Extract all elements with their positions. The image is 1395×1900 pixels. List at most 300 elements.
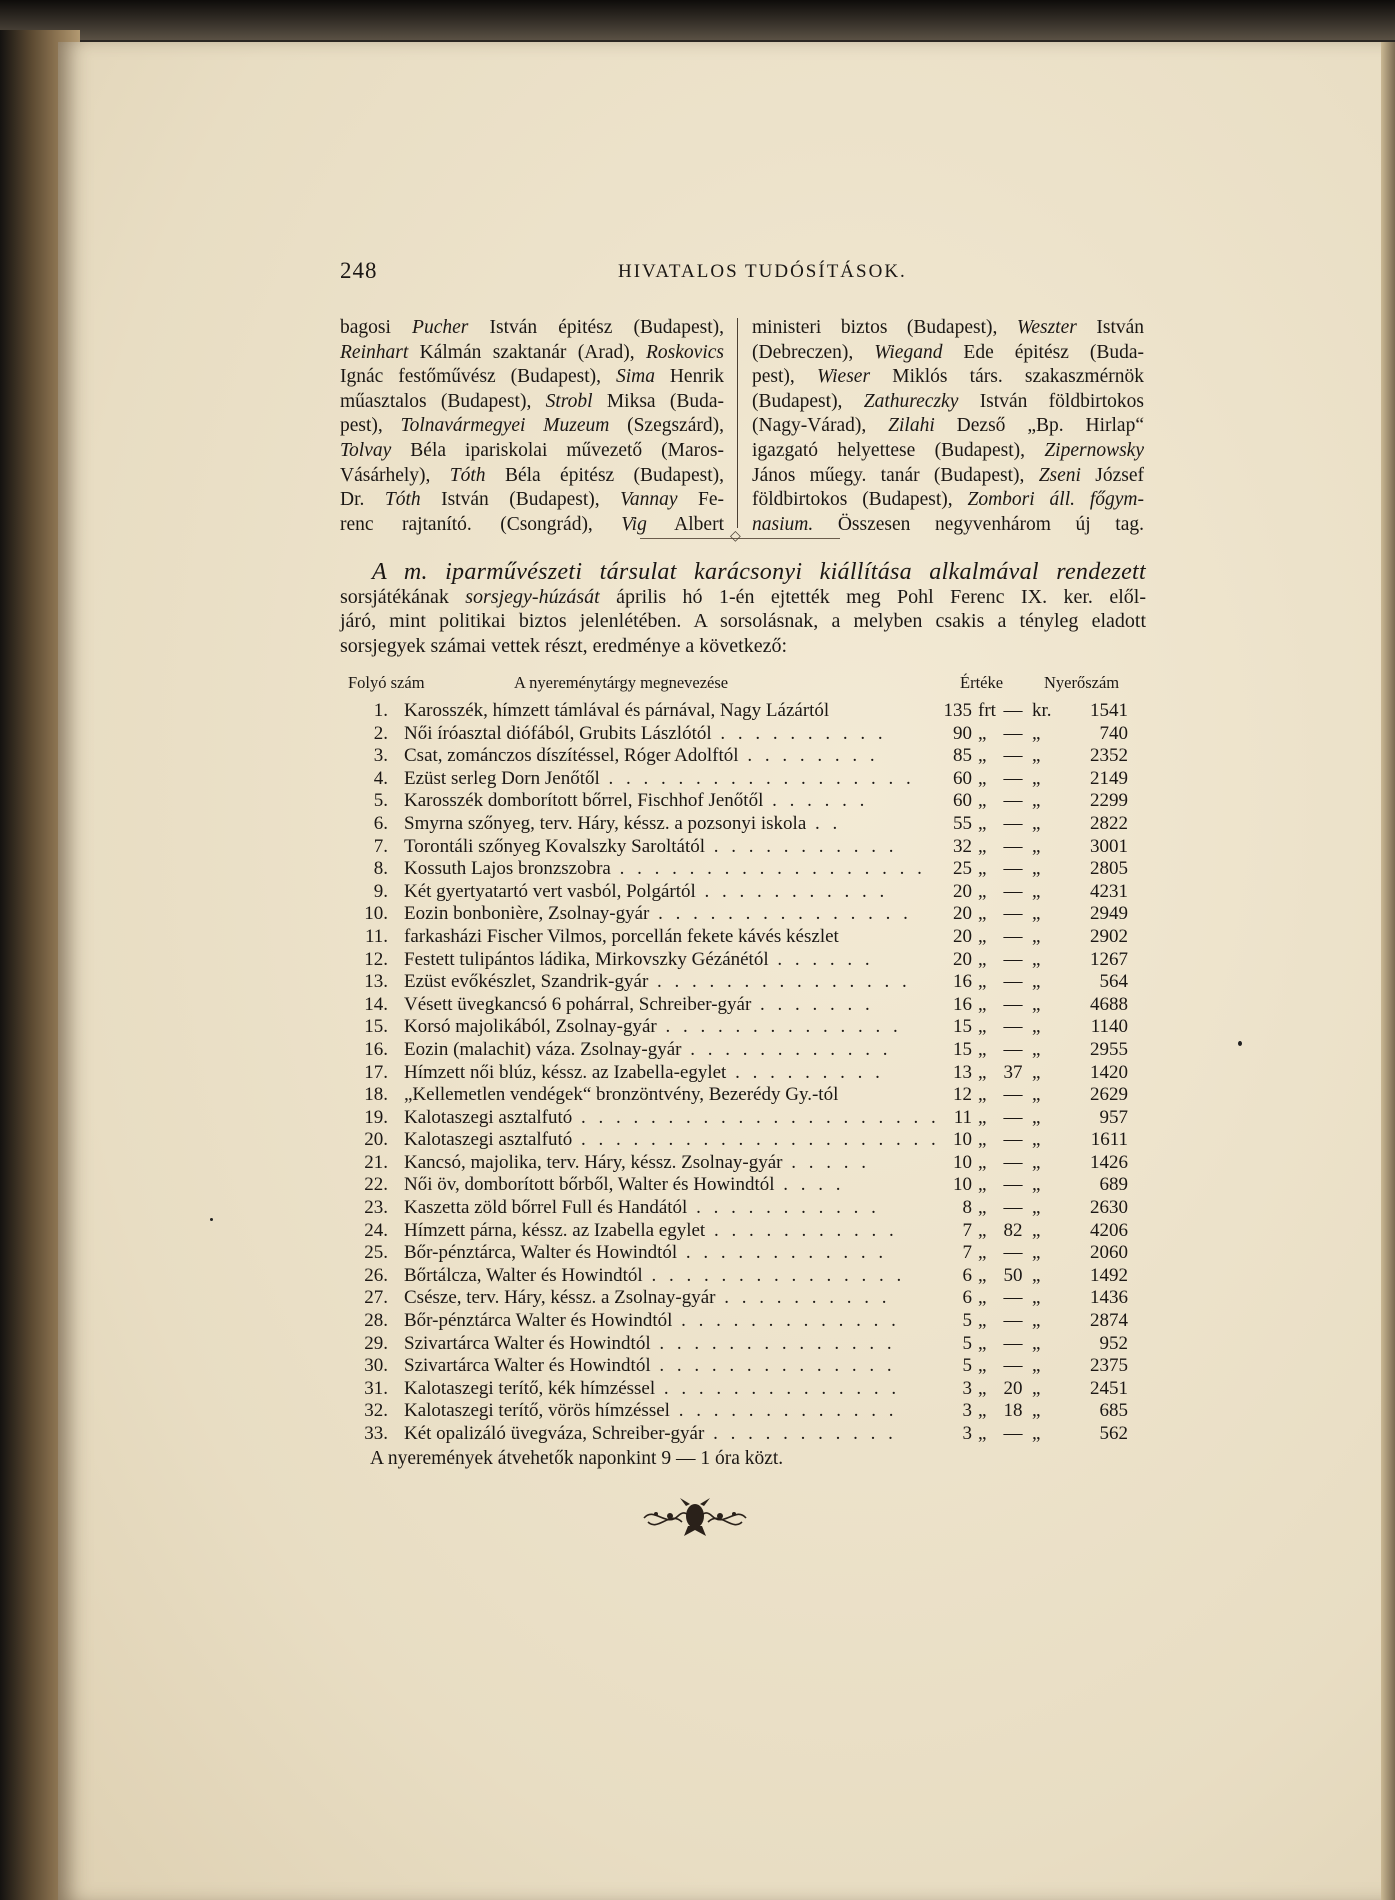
prize-value-unit: „ bbox=[978, 1287, 987, 1309]
prize-description: Vésett üvegkancsó 6 pohárral, Schreiber-gyár . . . . . . . bbox=[404, 993, 874, 1015]
prize-value-forint: 85 bbox=[953, 745, 972, 767]
prize-row bbox=[340, 1423, 1150, 1446]
prize-kreuzer-unit: „ bbox=[1032, 722, 1041, 744]
prize-kreuzer-unit: „ bbox=[1032, 1310, 1041, 1332]
prize-value-forint: 7 bbox=[962, 1242, 972, 1264]
prize-winning-number: 740 bbox=[1099, 722, 1128, 744]
prize-value-kreuzer: — bbox=[1003, 1038, 1023, 1060]
prize-kreuzer-unit: „ bbox=[1032, 1242, 1041, 1264]
prize-row bbox=[340, 881, 1150, 904]
scan-top-edge bbox=[0, 0, 1395, 40]
prize-value-unit: „ bbox=[978, 835, 987, 857]
prize-value-kreuzer: — bbox=[1003, 1423, 1023, 1444]
prize-row bbox=[340, 1287, 1150, 1310]
prize-row bbox=[340, 1310, 1150, 1333]
prize-kreuzer-unit: „ bbox=[1032, 1151, 1041, 1173]
prize-serial-number: 7. bbox=[373, 835, 388, 857]
prize-kreuzer-unit: „ bbox=[1032, 1129, 1041, 1151]
prize-winning-number: 4231 bbox=[1090, 880, 1128, 902]
member-line: (Nagy-Várad), Zilahi Dezső „Bp. Hirlap“ bbox=[752, 415, 1144, 437]
member-line: Reinhart Kálmán szaktanár (Arad), Roskovics bbox=[340, 341, 724, 363]
prize-value-unit: „ bbox=[978, 722, 987, 744]
member-line: ministeri biztos (Budapest), Weszter István bbox=[752, 317, 1145, 338]
prize-kreuzer-unit: „ bbox=[1032, 1377, 1041, 1399]
prize-description: Kaszetta zöld bőrrel Full és Handától . . . . . . . . . . . bbox=[404, 1197, 880, 1219]
prize-kreuzer-unit: „ bbox=[1032, 858, 1041, 880]
prize-serial-number: 12. bbox=[364, 948, 388, 970]
prize-kreuzer-unit: „ bbox=[1032, 880, 1041, 902]
prize-value-kreuzer: — bbox=[1003, 903, 1023, 925]
leader-dots: . . . . . . . . . . . . bbox=[681, 1038, 892, 1060]
prize-value-unit: „ bbox=[978, 1423, 987, 1444]
prize-value-kreuzer: — bbox=[1003, 1332, 1023, 1354]
prize-value-unit: „ bbox=[978, 1106, 987, 1128]
prize-value-forint: 60 bbox=[953, 790, 972, 812]
prize-serial-number: 29. bbox=[364, 1332, 388, 1354]
prize-value-kreuzer: — bbox=[1003, 812, 1023, 834]
member-line: Dr. Tóth István (Budapest), Vannay Fe- bbox=[340, 489, 725, 511]
prize-serial-number: 15. bbox=[364, 1016, 388, 1038]
prize-description: farkasházi Fischer Vilmos, porcellán fekete kávés készlet bbox=[404, 925, 839, 947]
prize-description: Kancsó, majolika, terv. Háry, késsz. Zsolnay-gyár . . . . . bbox=[404, 1151, 870, 1173]
prize-winning-number: 957 bbox=[1099, 1106, 1128, 1128]
prize-row bbox=[340, 1242, 1150, 1265]
header-winning-number: Nyerőszám bbox=[1044, 673, 1120, 692]
prize-serial-number: 30. bbox=[364, 1355, 388, 1377]
prize-serial-number: 2. bbox=[373, 722, 388, 744]
prize-value-forint: 25 bbox=[953, 858, 972, 880]
prize-kreuzer-unit: „ bbox=[1032, 993, 1041, 1015]
member-line: pest), Tolnavármegyei Muzeum (Szegszárd), bbox=[340, 415, 724, 437]
prize-value-unit: „ bbox=[978, 1377, 987, 1399]
prize-serial-number: 10. bbox=[364, 903, 388, 925]
prize-kreuzer-unit: „ bbox=[1032, 1061, 1041, 1083]
prize-value-unit: „ bbox=[978, 1151, 987, 1173]
prize-serial-number: 4. bbox=[373, 767, 388, 789]
prize-row bbox=[340, 1265, 1150, 1288]
leader-dots: . . . . . . bbox=[768, 948, 874, 970]
prize-row bbox=[340, 1107, 1150, 1130]
prize-kreuzer-unit: „ bbox=[1032, 1106, 1041, 1128]
separator-ornament-icon: ◇ bbox=[730, 529, 741, 544]
prize-value-unit: „ bbox=[978, 903, 987, 925]
member-line: Tolvay Béla ipariskolai művezető (Maros- bbox=[340, 439, 724, 461]
prize-kreuzer-unit: „ bbox=[1032, 903, 1041, 925]
prize-value-kreuzer: — bbox=[1003, 1106, 1023, 1128]
prize-description: Női íróasztal diófából, Grubits Lászlótól . . . . . . . . . . bbox=[404, 722, 887, 744]
prize-value-unit: „ bbox=[978, 880, 987, 902]
prize-kreuzer-unit: „ bbox=[1032, 925, 1041, 947]
prize-row bbox=[340, 813, 1150, 836]
prize-description: Bőr-pénztárca Walter és Howindtól . . . . . . . . . . . . . bbox=[404, 1310, 900, 1332]
intro-line-3: járó, mint politikai biztos jelenlétében. A sorsolásnak, a melyben csakis a tényleg eladott bbox=[340, 610, 1146, 632]
prize-value-kreuzer: — bbox=[1003, 1310, 1023, 1332]
prize-value-unit: „ bbox=[978, 1084, 987, 1106]
prize-winning-number: 1436 bbox=[1090, 1287, 1128, 1309]
prize-value-unit: „ bbox=[978, 858, 987, 880]
intro-heading: A m. iparművészeti társulat karácsonyi kiállítása alkalmával rendezett bbox=[372, 559, 1146, 585]
prize-kreuzer-unit: „ bbox=[1032, 790, 1041, 812]
member-line: bagosi Pucher István épitész (Budapest), bbox=[340, 317, 724, 338]
prize-kreuzer-unit: „ bbox=[1032, 767, 1041, 789]
member-line: nasium. Összesen negyvenhárom új tag. bbox=[752, 513, 1144, 535]
prize-value-forint: 16 bbox=[953, 971, 972, 993]
prize-serial-number: 18. bbox=[364, 1084, 388, 1106]
member-line: igazgató helyettese (Budapest), Zipernowsky bbox=[752, 439, 1144, 461]
prize-row bbox=[340, 700, 1150, 723]
leader-dots: . . . . . . . . . . . . . . bbox=[655, 1377, 901, 1399]
prize-kreuzer-unit: „ bbox=[1032, 1355, 1041, 1377]
prize-winning-number: 2060 bbox=[1090, 1242, 1128, 1264]
prize-kreuzer-unit: „ bbox=[1032, 1332, 1041, 1354]
prize-kreuzer-unit: „ bbox=[1032, 1016, 1041, 1038]
prize-row bbox=[340, 723, 1150, 746]
prize-kreuzer-unit: „ bbox=[1032, 1084, 1041, 1106]
prize-value-unit: „ bbox=[978, 1174, 987, 1196]
intro-line-4: sorsjegyek számai vettek részt, eredménye a következő: bbox=[340, 634, 788, 657]
prize-value-unit: „ bbox=[978, 1061, 987, 1083]
prize-value-forint: 6 bbox=[962, 1287, 972, 1309]
prize-serial-number: 8. bbox=[373, 858, 388, 880]
leader-dots: . . . . . . . . . . . . . bbox=[672, 1310, 900, 1332]
prize-value-kreuzer: — bbox=[1003, 1016, 1023, 1038]
prize-serial-number: 31. bbox=[364, 1377, 388, 1399]
leader-dots: . . . . . . . . bbox=[738, 745, 879, 767]
prize-value-unit: „ bbox=[978, 1264, 987, 1286]
footer-note: A nyeremények átvehetők naponkint 9 — 1 óra közt. bbox=[370, 1448, 784, 1469]
prize-value-unit: „ bbox=[978, 1016, 987, 1038]
prize-value-kreuzer: — bbox=[1003, 700, 1023, 721]
prize-winning-number: 1611 bbox=[1090, 1129, 1128, 1151]
prize-value-forint: 5 bbox=[962, 1355, 972, 1377]
prize-winning-number: 2352 bbox=[1090, 745, 1128, 767]
prize-value-kreuzer: — bbox=[1003, 722, 1023, 744]
prize-value-forint: 15 bbox=[953, 1016, 972, 1038]
leader-dots: . . . . . . . . . . . . . . . . . . . . . bbox=[572, 1129, 940, 1151]
prize-value-unit: „ bbox=[978, 1129, 987, 1151]
prize-row bbox=[340, 1084, 1150, 1107]
prize-description: Csat, zománczos díszítéssel, Róger Adolftól . . . . . . . . bbox=[404, 745, 879, 767]
leader-dots: . . . . . bbox=[782, 1151, 870, 1173]
prize-description: Korsó majolikából, Zsolnay-gyár . . . . . . . . . . . . . . bbox=[404, 1016, 902, 1038]
prize-value-unit: „ bbox=[978, 1038, 987, 1060]
prize-value-kreuzer: — bbox=[1003, 1355, 1023, 1377]
prize-kreuzer-unit: „ bbox=[1032, 812, 1041, 834]
prize-winning-number: 689 bbox=[1099, 1174, 1128, 1196]
prize-description: Hímzett párna, késsz. az Izabella egylet . . . . . . . . . . . bbox=[404, 1219, 898, 1241]
prize-serial-number: 1. bbox=[373, 700, 388, 721]
member-line: renc rajtanító. (Csongrád), Vig Albert bbox=[340, 513, 724, 535]
prize-description: Torontáli szőnyeg Kovalszky Saroltától . . . . . . . . . . . bbox=[404, 835, 898, 857]
leader-dots: . . . . . . . . . . bbox=[715, 1287, 891, 1309]
prize-winning-number: 1492 bbox=[1090, 1264, 1128, 1286]
prize-winning-number: 3001 bbox=[1090, 835, 1128, 857]
prize-value-forint: 32 bbox=[953, 835, 972, 857]
prize-value-unit: „ bbox=[978, 971, 987, 993]
leader-dots: . . . . . . . . . . . . . . . bbox=[642, 1264, 906, 1286]
prize-row bbox=[340, 790, 1150, 813]
prize-value-forint: 3 bbox=[962, 1377, 972, 1399]
prize-value-forint: 8 bbox=[962, 1197, 972, 1219]
leader-dots: . . . . . . . . . . . bbox=[695, 880, 889, 902]
prize-value-kreuzer: — bbox=[1003, 1242, 1023, 1264]
prize-description: Női öv, domborított bőrből, Walter és Howindtól . . . . bbox=[404, 1174, 845, 1196]
prize-row bbox=[340, 1062, 1150, 1085]
prize-kreuzer-unit: „ bbox=[1032, 1264, 1041, 1286]
prize-row bbox=[340, 1400, 1150, 1423]
prize-value-forint: 20 bbox=[953, 948, 972, 970]
prize-row bbox=[340, 1378, 1150, 1401]
prize-kreuzer-unit: „ bbox=[1032, 1038, 1041, 1060]
prize-description: Ezüst evőkészlet, Szandrik-gyár . . . . . . . . . . . . . . . bbox=[404, 971, 911, 993]
prize-value-kreuzer: 82 bbox=[1003, 1219, 1023, 1241]
leader-dots: . . . . . . . . . . . . bbox=[677, 1242, 888, 1264]
prize-kreuzer-unit: „ bbox=[1032, 948, 1041, 970]
prize-description: Két gyertyatartó vert vasból, Polgártól . . . . . . . . . . . bbox=[404, 880, 889, 902]
prize-serial-number: 14. bbox=[364, 993, 388, 1015]
prize-description: Karosszék domborított bőrrel, Fischhof Jenőtől . . . . . . bbox=[404, 790, 869, 812]
prize-value-forint: 135 bbox=[943, 700, 972, 721]
prize-value-forint: 60 bbox=[953, 767, 972, 789]
prize-row bbox=[340, 768, 1150, 791]
prize-row bbox=[340, 971, 1150, 994]
prize-value-forint: 5 bbox=[962, 1310, 972, 1332]
prize-value-kreuzer: — bbox=[1003, 858, 1023, 880]
prize-description: Szivartárca Walter és Howindtól . . . . . . . . . . . . . . bbox=[404, 1355, 896, 1377]
column-divider bbox=[737, 318, 738, 528]
leader-dots: . . . . . . . . . . bbox=[711, 722, 887, 744]
prize-value-forint: 15 bbox=[953, 1038, 972, 1060]
prize-value-kreuzer: — bbox=[1003, 1197, 1023, 1219]
prize-serial-number: 26. bbox=[364, 1264, 388, 1286]
prize-value-unit: „ bbox=[978, 1355, 987, 1377]
member-line: (Debreczen), Wiegand Ede épitész (Buda- bbox=[752, 341, 1144, 363]
prize-value-unit: „ bbox=[978, 790, 987, 812]
lottery-intro bbox=[340, 560, 1146, 658]
prize-serial-number: 11. bbox=[364, 925, 388, 947]
prize-description: Kossuth Lajos bronzszobra . . . . . . . . . . . . . . . . . . bbox=[404, 858, 926, 880]
margin-speck bbox=[210, 1218, 213, 1221]
prize-description: Bőrtálcza, Walter és Howindtól . . . . . . . . . . . . . . . bbox=[404, 1264, 906, 1286]
prize-value-unit: „ bbox=[978, 1219, 987, 1241]
prize-winning-number: 2630 bbox=[1090, 1197, 1128, 1219]
prize-serial-number: 20. bbox=[364, 1129, 388, 1151]
prize-serial-number: 17. bbox=[364, 1061, 388, 1083]
prize-winning-number: 2949 bbox=[1090, 903, 1128, 925]
leader-dots: . . . . . . . . . . . . . . bbox=[650, 1355, 896, 1377]
leader-dots: . . . . . . . . . . . . . . . bbox=[649, 903, 912, 925]
prize-winning-number: 4206 bbox=[1090, 1219, 1128, 1241]
prize-description: Csésze, terv. Háry, késsz. a Zsolnay-gyár . . . . . . . . . . bbox=[404, 1287, 891, 1309]
prize-serial-number: 5. bbox=[373, 790, 388, 812]
leader-dots: . . . . . . . bbox=[751, 993, 874, 1015]
prize-row bbox=[340, 1016, 1150, 1039]
prize-winning-number: 1541 bbox=[1090, 700, 1128, 721]
prize-value-forint: 16 bbox=[953, 993, 972, 1015]
prize-value-forint: 6 bbox=[962, 1264, 972, 1286]
member-list-left-column bbox=[340, 316, 724, 537]
prize-value-unit: frt bbox=[978, 700, 996, 721]
prize-value-kreuzer: — bbox=[1003, 790, 1023, 812]
tailpiece-ornament-icon bbox=[640, 1492, 750, 1545]
prize-value-kreuzer: — bbox=[1003, 1129, 1023, 1151]
prize-serial-number: 23. bbox=[364, 1197, 388, 1219]
prize-serial-number: 19. bbox=[364, 1106, 388, 1128]
prize-winning-number: 2299 bbox=[1090, 790, 1128, 812]
prize-serial-number: 16. bbox=[364, 1038, 388, 1060]
prize-description: Hímzett női blúz, késsz. az Izabella-egylet . . . . . . . . . bbox=[404, 1061, 884, 1083]
header-value: Értéke bbox=[960, 673, 1004, 692]
prize-value-forint: 20 bbox=[953, 925, 972, 947]
prize-value-unit: „ bbox=[978, 925, 987, 947]
prize-value-kreuzer: — bbox=[1003, 745, 1023, 767]
prize-value-forint: 10 bbox=[953, 1129, 972, 1151]
margin-speck bbox=[1238, 1041, 1242, 1046]
page-number: 248 bbox=[340, 258, 378, 283]
prize-winning-number: 2451 bbox=[1090, 1377, 1128, 1399]
running-head bbox=[340, 258, 1135, 294]
prize-value-unit: „ bbox=[978, 948, 987, 970]
prize-winning-number: 2629 bbox=[1090, 1084, 1128, 1106]
prize-kreuzer-unit: „ bbox=[1032, 1400, 1041, 1422]
prize-winning-number: 4688 bbox=[1090, 993, 1128, 1015]
prize-serial-number: 13. bbox=[364, 971, 388, 993]
prize-value-kreuzer: — bbox=[1003, 835, 1023, 857]
prize-kreuzer-unit: „ bbox=[1032, 1197, 1041, 1219]
leader-dots: . . . . . . . . . . . . . . . bbox=[648, 971, 911, 993]
prize-description: Bőr-pénztárca, Walter és Howindtól . . . . . . . . . . . . bbox=[404, 1242, 888, 1264]
prize-description: „Kellemetlen vendégek“ bronzöntvény, Bezerédy Gy.-tól bbox=[404, 1084, 839, 1106]
prize-value-kreuzer: 18 bbox=[1003, 1400, 1023, 1422]
prize-value-unit: „ bbox=[978, 1400, 987, 1422]
prize-kreuzer-unit: „ bbox=[1032, 745, 1041, 767]
prize-description: Eozin (malachit) váza. Zsolnay-gyár . . . . . . . . . . . . bbox=[404, 1038, 892, 1060]
prize-serial-number: 28. bbox=[364, 1310, 388, 1332]
member-line: földbirtokos (Budapest), Zombori áll. főgym- bbox=[752, 489, 1144, 511]
member-line: Vásárhely), Tóth Béla épitész (Budapest), bbox=[340, 464, 724, 486]
prize-table bbox=[340, 700, 1150, 1446]
prize-row bbox=[340, 994, 1150, 1017]
prize-value-kreuzer: — bbox=[1003, 880, 1023, 902]
header-description: A nyereménytárgy megnevezése bbox=[514, 673, 729, 692]
prize-winning-number: 564 bbox=[1099, 971, 1128, 993]
prize-serial-number: 33. bbox=[364, 1423, 388, 1444]
leader-dots: . . . . bbox=[774, 1174, 845, 1196]
prize-value-forint: 11 bbox=[953, 1106, 972, 1128]
prize-description: Kalotaszegi asztalfutó . . . . . . . . . . . . . . . . . . . . . bbox=[404, 1129, 940, 1151]
prize-description: Smyrna szőnyeg, terv. Háry, késsz. a pozsonyi iskola . . bbox=[404, 812, 842, 834]
member-list-right-column bbox=[752, 316, 1144, 537]
leader-dots: . . . . . . . . . . . bbox=[705, 835, 898, 857]
leader-dots: . . . . . . . . . . . . . . . . . . bbox=[599, 767, 915, 789]
prize-winning-number: 562 bbox=[1099, 1423, 1128, 1444]
prize-row bbox=[340, 1039, 1150, 1062]
prize-value-unit: „ bbox=[978, 1332, 987, 1354]
prize-value-kreuzer: 37 bbox=[1003, 1061, 1023, 1083]
prize-value-unit: „ bbox=[978, 1310, 987, 1332]
prize-value-kreuzer: — bbox=[1003, 1151, 1023, 1173]
prize-row bbox=[340, 858, 1150, 881]
leader-dots: . . . . . . . . . . . . . . . . . . . . . bbox=[572, 1106, 940, 1128]
prize-table-header bbox=[348, 673, 1148, 697]
prize-winning-number: 1267 bbox=[1090, 948, 1128, 970]
prize-row bbox=[340, 926, 1150, 949]
prize-value-kreuzer: — bbox=[1003, 993, 1023, 1015]
prize-description: Kalotaszegi asztalfutó . . . . . . . . . . . . . . . . . . . . . bbox=[404, 1106, 940, 1128]
member-line: pest), Wieser Miklós társ. szakaszmérnök bbox=[752, 366, 1144, 388]
prize-winning-number: 2955 bbox=[1090, 1038, 1128, 1060]
member-line: János műegy. tanár (Budapest), Zseni József bbox=[752, 464, 1144, 486]
prize-serial-number: 24. bbox=[364, 1219, 388, 1241]
prize-value-kreuzer: — bbox=[1003, 925, 1023, 947]
prize-value-unit: „ bbox=[978, 812, 987, 834]
prize-value-unit: „ bbox=[978, 993, 987, 1015]
prize-winning-number: 2375 bbox=[1090, 1355, 1128, 1377]
prize-kreuzer-unit: „ bbox=[1032, 971, 1041, 993]
prize-row bbox=[340, 1355, 1150, 1378]
prize-winning-number: 1426 bbox=[1090, 1151, 1128, 1173]
prize-serial-number: 3. bbox=[373, 745, 388, 767]
prize-value-forint: 20 bbox=[953, 880, 972, 902]
prize-winning-number: 2149 bbox=[1090, 767, 1128, 789]
prize-value-unit: „ bbox=[978, 745, 987, 767]
prize-description: Kalotaszegi terítő, kék hímzéssel . . . . . . . . . . . . . . bbox=[404, 1377, 901, 1399]
prize-description: Festett tulipántos ládika, Mirkovszky Gézánétól . . . . . . bbox=[404, 948, 874, 970]
prize-value-kreuzer: — bbox=[1003, 971, 1023, 993]
prize-row bbox=[340, 1333, 1150, 1356]
prize-value-forint: 10 bbox=[953, 1174, 972, 1196]
leader-dots: . . . . . . . . . . . . . bbox=[669, 1400, 898, 1422]
prize-value-forint: 13 bbox=[953, 1061, 972, 1083]
prize-row bbox=[340, 745, 1150, 768]
prize-value-kreuzer: — bbox=[1003, 1174, 1023, 1196]
prize-winning-number: 2805 bbox=[1090, 858, 1128, 880]
prize-description: Kalotaszegi terítő, vörös hímzéssel . . . . . . . . . . . . . bbox=[404, 1400, 898, 1422]
prize-kreuzer-unit: „ bbox=[1032, 1423, 1041, 1444]
prize-row bbox=[340, 1129, 1150, 1152]
prize-kreuzer-unit: „ bbox=[1032, 835, 1041, 857]
prize-row bbox=[340, 1197, 1150, 1220]
running-title: HIVATALOS TUDÓSÍTÁSOK. bbox=[618, 261, 907, 282]
header-serial-number: Folyó szám bbox=[348, 673, 425, 692]
prize-description: Két opalizáló üvegváza, Schreiber-gyár . . . . . . . . . . . bbox=[404, 1423, 897, 1444]
prize-serial-number: 27. bbox=[364, 1287, 388, 1309]
leader-dots: . . . . . . . . . . . . . . . . . . bbox=[610, 858, 926, 880]
prize-value-forint: 55 bbox=[953, 812, 972, 834]
prize-value-kreuzer: — bbox=[1003, 948, 1023, 970]
prize-value-kreuzer: — bbox=[1003, 1287, 1023, 1309]
prize-value-forint: 90 bbox=[953, 722, 972, 744]
prize-value-kreuzer: 20 bbox=[1003, 1377, 1023, 1399]
prize-winning-number: 685 bbox=[1099, 1400, 1128, 1422]
leader-dots: . . . . . . . . . . . bbox=[705, 1219, 898, 1241]
leader-dots: . . bbox=[806, 812, 842, 834]
prize-description: Szivartárca Walter és Howindtól . . . . . . . . . . . . . . bbox=[404, 1332, 896, 1354]
prize-row bbox=[340, 903, 1150, 926]
prize-serial-number: 25. bbox=[364, 1242, 388, 1264]
prize-serial-number: 22. bbox=[364, 1174, 388, 1196]
prize-serial-number: 32. bbox=[364, 1400, 388, 1422]
prize-winning-number: 2874 bbox=[1090, 1310, 1128, 1332]
leader-dots: . . . . . . . . . . . bbox=[704, 1423, 897, 1444]
prize-row bbox=[340, 1152, 1150, 1175]
prize-row bbox=[340, 836, 1150, 859]
prize-row bbox=[340, 1174, 1150, 1197]
member-line: Ignác festőművész (Budapest), Sima Henrik bbox=[340, 366, 724, 388]
prize-value-forint: 12 bbox=[953, 1084, 972, 1106]
prize-kreuzer-unit: „ bbox=[1032, 1174, 1041, 1196]
prize-description: Karosszék, hímzett támlával és párnával, Nagy Lázártól bbox=[404, 700, 830, 721]
